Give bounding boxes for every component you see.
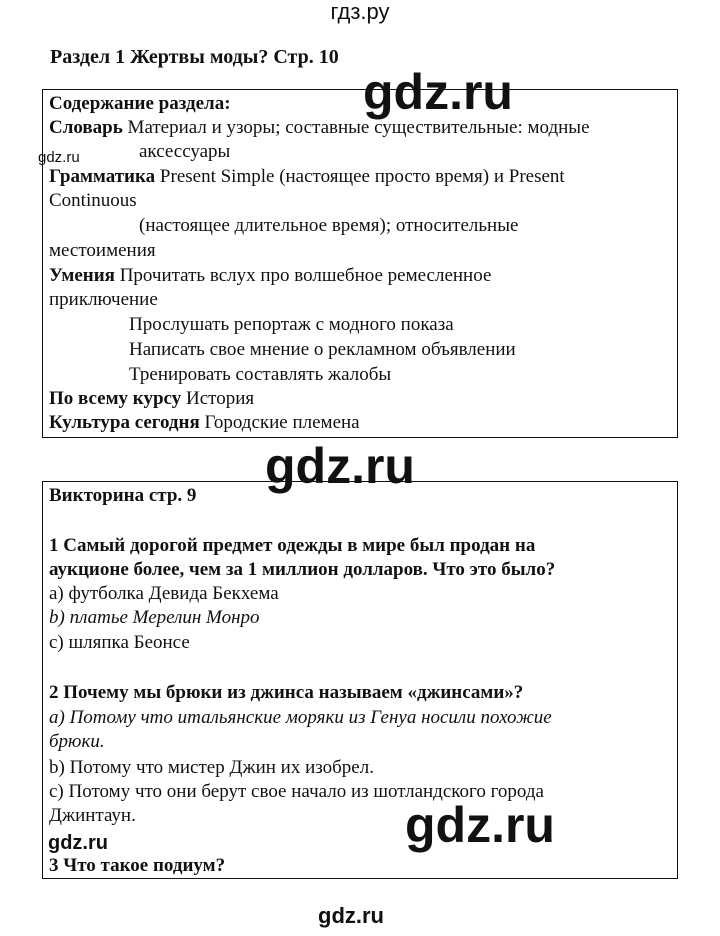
q2-option-c: с) Потому что они берут свое начало из шотландского города [49,781,544,802]
q1-line2: аукционе более, чем за 1 миллион долларов. Что это было? [49,559,556,580]
q2-option-c-cont: Джинтаун. [49,805,136,826]
watermark-bottom: gdz.ru [318,903,384,928]
q2-line1: 2 Почему мы брюки из джинса называем «джинсами»? [49,682,524,703]
skills-item: Тренировать составлять жалобы [129,364,392,385]
skills-label: Умения [49,265,115,286]
q1-option-b: b) платье Мерелин Монро [49,607,260,628]
watermark-lower-right: gdz.ru [405,797,555,853]
grammar-text-2: Continuous [49,190,137,211]
skills-text-2: приключение [49,289,158,310]
course-label: По всему курсу [49,388,182,409]
vocab-text: Материал и узоры; составные существительные: модные [127,117,590,138]
watermark-top: gdz.ru [363,64,513,120]
grammar-text-3: (настоящее длительное время); относительные [139,215,519,236]
q3-line1: 3 Что такое подиум? [49,855,226,876]
page-title: Раздел 1 Жертвы моды? Стр. 10 [50,46,339,68]
contents-heading: Содержание раздела: [49,93,231,114]
grammar-text: Present Simple (настоящее просто время) и Present [159,166,565,187]
skills-row [49,265,491,287]
vocab-label: Словарь [49,117,123,138]
q1-option-a: а) футболка Девида Бекхема [49,583,279,604]
watermark-middle: gdz.ru [265,438,415,494]
q2-option-a-cont: брюки. [49,731,105,752]
q2-option-b: b) Потому что мистер Джин их изобрел. [49,757,374,778]
q1-option-c: с) шляпка Беонсе [49,632,190,653]
course-row [49,388,254,410]
q2-option-a: а) Потому что итальянские моряки из Генуа носили похожие [49,707,552,728]
skills-text: Прочитать вслух про волшебное ремесленное [119,265,492,286]
watermark-lower-left: gdz.ru [48,832,108,854]
culture-row [49,412,360,434]
watermark-small-left: gdz.ru [38,149,80,166]
skills-item: Написать свое мнение о рекламном объявлении [129,339,516,360]
q1-line1: 1 Самый дорогой предмет одежды в мире был продан на [49,535,536,556]
culture-label: Культура сегодня [49,412,200,433]
grammar-label: Грамматика [49,166,156,187]
course-text: История [186,388,255,409]
skills-item: Прослушать репортаж с модного показа [129,314,454,335]
vocab-text-cont: аксессуары [139,141,231,162]
site-header: гдз.ру [330,0,390,24]
culture-text: Городские племена [204,412,360,433]
vocab-row [49,117,590,139]
quiz-heading: Викторина стр. 9 [49,485,197,506]
grammar-row [49,166,565,188]
grammar-text-4: местоимения [49,240,156,261]
